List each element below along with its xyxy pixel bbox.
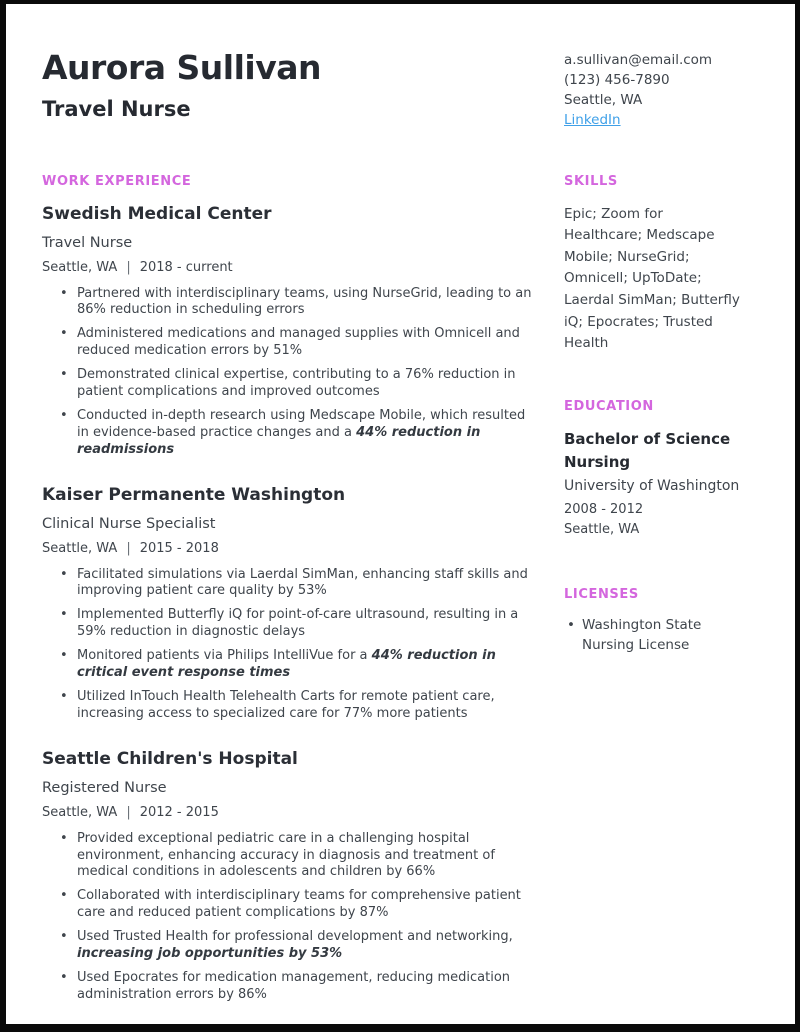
licenses-section [564,587,742,656]
job-meta [42,805,536,822]
contact-location: Seattle, WA [564,92,643,108]
job-role: Travel Nurse [42,234,133,251]
job-bullet [60,888,536,922]
skills-heading: SKILLS [564,174,618,189]
education-dates: 2008 - 2012 [564,502,644,518]
license-list [564,616,742,655]
meta-separator: | [126,259,131,275]
job-bullet [60,831,536,882]
job-role: Registered Nurse [42,779,167,796]
job-dates: 2018 - current [139,259,233,275]
bullet-text: Provided exceptional pediatric care in a challenging hospital environment, enhancing accuracy in diagnosis and treatment of medical conditions in adolescents and children by 66% [77,830,495,880]
person-name: Aurora Sullivan [42,48,321,87]
bullet-text: Used Trusted Health for professional development and networking, [77,929,513,945]
bullet-emphasis-text: increasing job opportunities by 53% [77,946,343,962]
bullet-text: Administered medications and managed supplies with Omnicell and reduced medication errors by 51% [77,326,520,359]
meta-separator: | [126,804,131,820]
job-bullet [60,648,536,682]
job-bullet-list [42,286,536,459]
job-entry [42,485,536,723]
contact-email: a.sullivan@email.com [564,52,713,68]
job-bullet [60,929,536,963]
job-location: Seattle, WA [42,259,118,275]
education-degree: Bachelor of Science Nursing [564,430,731,471]
sidebar [564,174,746,1030]
education-section [564,399,742,541]
job-bullet [60,367,536,401]
bullet-text: Partnered with interdisciplinary teams, using NurseGrid, leading to an 86% reduction in scheduling errors [77,285,532,318]
job-meta [42,260,536,277]
job-bullet [60,286,536,320]
job-bullet-list [42,567,536,723]
bullet-text: Demonstrated clinical expertise, contributing to a 76% reduction in patient complications and improved outcomes [77,367,516,400]
education-location: Seattle, WA [564,522,640,538]
skills-section [564,174,742,355]
job-company: Swedish Medical Center [42,203,272,224]
education-school: University of Washington [564,478,740,495]
linkedin-link[interactable]: LinkedIn [564,112,621,128]
resume-content [6,4,795,1030]
job-bullet [60,326,536,360]
job-role: Clinical Nurse Specialist [42,515,216,532]
job-company: Kaiser Permanente Washington [42,484,346,505]
license-item: • Washington State Nursing License [567,616,742,655]
job-list [42,204,536,1004]
job-company: Seattle Children's Hospital [42,748,298,769]
work-experience-section [42,174,536,1030]
job-meta [42,541,536,558]
meta-separator: | [126,540,131,556]
bullet-text: Facilitated simulations via Laerdal SimMan, enhancing staff skills and improving patient care quality by 53% [77,566,528,599]
licenses-heading: LICENSES [564,586,639,602]
bullet-text: Monitored patients via Philips IntelliVue for a [77,648,372,664]
skills-text: Epic; Zoom for Healthcare; Medscape Mobile; NurseGrid; Omnicell; UpToDate; Laerdal SimMan; Butterfly iQ; Epocrates; Trusted Health [564,205,740,352]
job-dates: 2012 - 2015 [139,804,219,820]
job-location: Seattle, WA [42,540,118,556]
job-location: Seattle, WA [42,804,118,820]
bullet-text: Utilized InTouch Health Telehealth Carts for remote patient care, increasing access to specialized care for 77% more patients [77,688,495,721]
bullet-text: Used Epocrates for medication management, reducing medication administration errors by 86% [77,969,511,1002]
job-dates: 2015 - 2018 [139,540,219,556]
contact-phone: (123) 456-7890 [564,72,670,88]
bullet-emphasis-text: 44% reduction in readmissions [77,424,481,457]
job-bullet [60,689,536,723]
job-entry [42,204,536,459]
job-bullet [60,408,536,459]
bullet-emphasis-text: 44% reduction in critical event response times [77,648,496,681]
bullet-text: Conducted in-depth research using Medscape Mobile, which resulted in evidence-based practice changes and a [77,407,526,440]
education-heading: EDUCATION [564,398,654,414]
job-entry [42,749,536,1004]
header-block [42,50,536,130]
contact-block [564,50,746,130]
job-bullet-list [42,831,536,1004]
work-experience-heading: WORK EXPERIENCE [42,174,192,189]
person-title: Travel Nurse [42,97,191,122]
bullet-text: Implemented Butterfly iQ for point-of-care ultrasound, resulting in a 59% reduction in diagnostic delays [77,607,519,640]
contact-linkedin-row [564,110,746,130]
bullet-text: Collaborated with interdisciplinary teams for comprehensive patient care and reduced patient complications by 87% [77,888,521,921]
job-bullet [60,607,536,641]
job-bullet [60,567,536,601]
job-bullet [60,970,536,1004]
